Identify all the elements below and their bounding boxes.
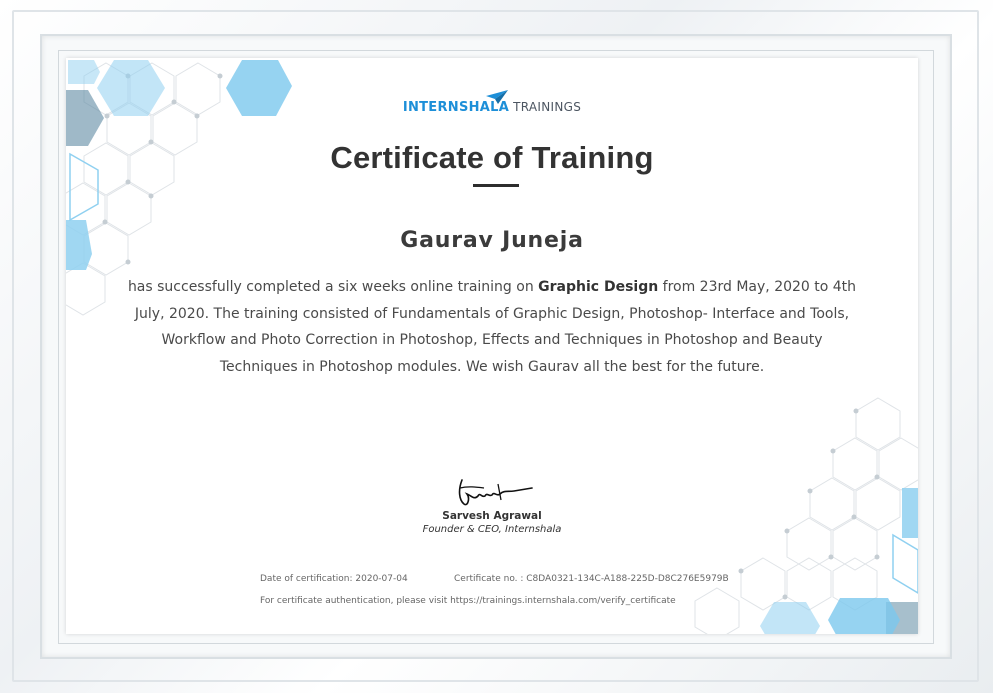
date-of-certification: Date of certification: 2020-07-04 — [260, 574, 408, 584]
logo-text-trainings: TRAININGS — [513, 100, 582, 114]
footer-info-row — [260, 574, 729, 584]
signer-name: Sarvesh Agrawal — [442, 510, 542, 522]
internshala-logo — [66, 100, 918, 115]
certificate-paper — [66, 58, 918, 634]
handwritten-signature — [454, 476, 534, 510]
logo-text-shala: SHALA — [458, 100, 510, 115]
certificate-body — [126, 274, 858, 380]
certificate-title: Certificate of Training — [330, 140, 654, 175]
course-name: Graphic Design — [538, 279, 659, 295]
logo-text-intern: INTERN — [402, 100, 459, 115]
paper-plane-icon — [486, 90, 508, 104]
recipient-name: Gaurav Juneja — [400, 228, 584, 253]
authentication-note: For certificate authentication, please visit https://trainings.internshala.com/verify_certificate — [260, 596, 676, 606]
signer-title: Founder & CEO, Internshala — [422, 524, 562, 535]
body-text-details: from 23rd May, 2020 to 4th July, 2020. The training consisted of Fundamentals of Graphic Design, Photoshop- Interface and Tools, Workflow and Photo Correction in Photoshop, Effects and Techniques in Photoshop and Beauty Techniques in Photoshop modules. We wish Gaurav all the best for the future. — [134, 279, 857, 375]
title-underline — [473, 184, 519, 187]
body-text-intro: has successfully completed a six weeks online training on — [127, 279, 539, 295]
certificate-number: Certificate no. : C8DA0321-134C-A188-225D-D8C276E5979B — [454, 574, 729, 584]
